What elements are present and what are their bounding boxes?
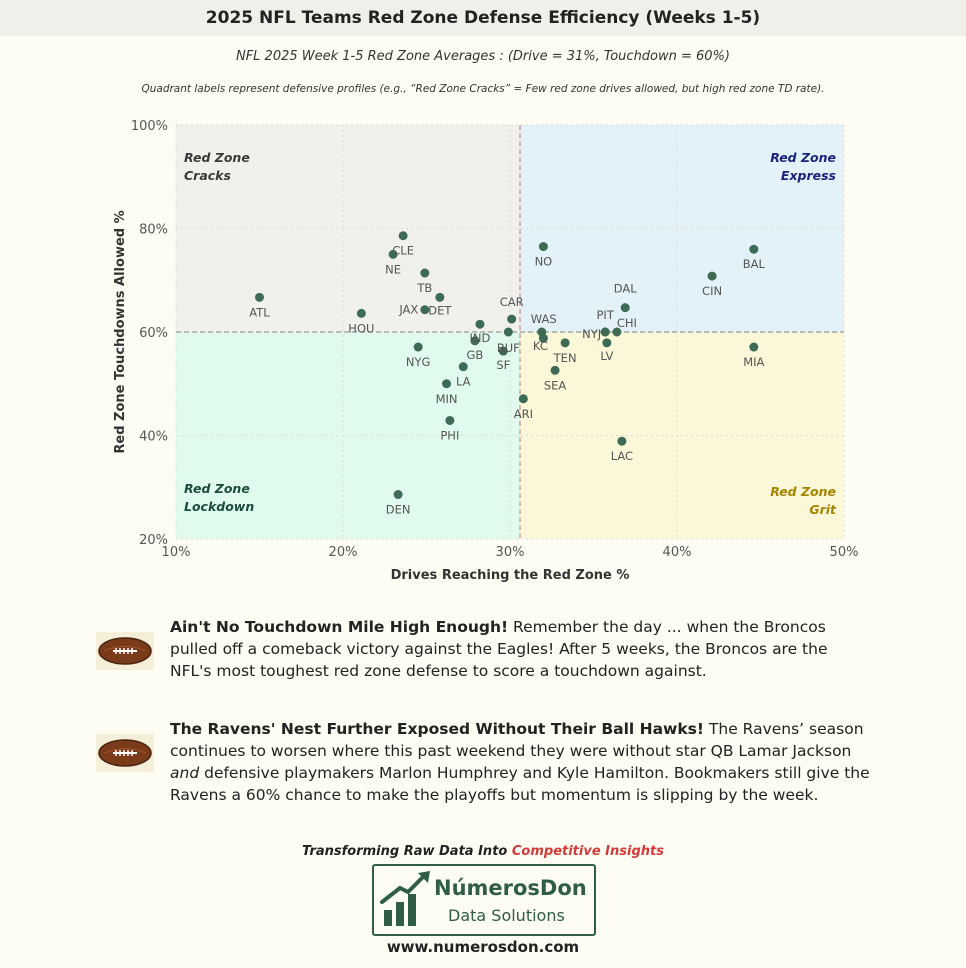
data-label-det: DET [428,303,452,318]
data-label-no: NO [534,254,553,269]
data-point-ind [475,320,484,329]
data-point-dal [621,303,630,312]
tagline-accent: Competitive Insights [511,844,664,859]
story-body: The Ravens’ season continues to worsen where this past weekend they were without star QB Lamar Jackson [170,720,864,760]
quadrant-label-bottom-left: Red Zone [184,481,250,496]
tagline [0,844,966,859]
data-label-pit: PIT [596,308,614,322]
data-label-lac: LAC [610,449,634,464]
story-text [170,616,870,682]
data-point-den [394,490,403,499]
quadrant-label-top-left: Red Zone [184,150,250,165]
data-label-jax: JAX [399,302,419,317]
data-point-cin [708,272,717,281]
data-label-was: WAS [530,312,557,326]
quadrant-label-top-right: Express [780,168,836,183]
data-label-car: CAR [499,295,524,310]
data-label-kc: KC [532,339,548,354]
chart-note: Quadrant labels represent defensive profiles (e.g., “Red Zone Cracks” = Few red zone drives allowed, but high red zone TD rate). [141,83,825,95]
quadrant-label-bottom-left: Lockdown [184,499,255,514]
data-label-dal: DAL [613,281,637,296]
data-point-min [442,379,451,388]
data-label-bal: BAL [742,257,765,272]
y-tick-label: 80% [139,222,168,238]
quadrant-label-bottom-right: Grit [809,502,836,517]
story-headline: Ain't No Touchdown Mile High Enough! [170,618,509,636]
story-body: Remember the day ... when the Broncos pulled off a comeback victory against the Eagles! After 5 weeks, the Broncos are the NFL's most toughest red zone defense to score a touchdown against. [170,618,828,680]
company-logo [372,864,596,936]
data-label-tb: TB [417,281,433,296]
data-label-sea: SEA [543,378,567,393]
story-emphasis: and [170,764,200,782]
quadrant-label-bottom-right: Red Zone [770,484,836,499]
x-tick-label: 50% [829,545,859,560]
data-point-sea [551,366,560,375]
data-label-gb: GB [466,347,484,362]
data-label-nyg: NYG [405,355,431,370]
data-label-la: LA [455,374,471,389]
data-label-min: MIN [435,391,458,406]
website-url: www.numerosdon.com [386,938,580,956]
quadrant-label-top-left: Cracks [184,168,231,183]
data-point-bal [749,245,758,254]
data-label-lv: LV [600,348,614,363]
data-label-ari: ARI [513,406,533,421]
chart-title: 2025 NFL Teams Red Zone Defense Efficiency (Weeks 1-5) [0,0,966,36]
data-label-ind: IND [469,331,491,346]
data-point-ari [519,394,528,403]
quadrant-label-top-right: Red Zone [770,150,836,165]
data-point-lv [602,338,611,347]
data-point-la [459,362,468,371]
data-label-nyj: NYJ [582,327,602,341]
data-point-lac [617,437,626,446]
data-point-atl [255,293,264,302]
y-tick-label: 60% [139,326,168,341]
data-point-det [435,293,444,302]
data-label-ne: NE [385,262,402,277]
story-headline: The Ravens' Nest Further Exposed Without Their Ball Hawks! [170,720,704,738]
y-axis-label: Red Zone Touchdowns Allowed % [113,210,128,454]
data-label-phi: PHI [440,428,460,443]
data-point-nyg [414,343,423,352]
logo-name: NúmerosDon [434,876,587,900]
bar-growth-icon [378,868,434,930]
x-tick-label: 20% [328,545,358,560]
x-axis-label: Drives Reaching the Red Zone % [390,568,630,583]
y-tick-label: 100% [130,119,168,134]
logo-subtitle: Data Solutions [448,906,565,925]
football-icon [96,632,154,670]
data-point-nyj [601,328,610,337]
x-tick-label: 10% [161,545,191,560]
data-label-mia: MIA [743,355,765,370]
data-label-den: DEN [385,502,411,517]
chart-subtitle: NFL 2025 Week 1-5 Red Zone Averages : (Drive = 31%, Touchdown = 60%) [235,49,731,64]
x-tick-label: 40% [662,545,692,560]
data-label-atl: ATL [249,305,270,320]
data-point-tb [420,269,429,278]
tagline-text: Transforming Raw Data Into [302,844,512,859]
data-point-phi [445,416,454,425]
x-tick-label: 30% [495,545,525,560]
data-point-hou [357,309,366,318]
data-label-chi: CHI [616,316,637,330]
data-label-sf: SF [496,358,511,373]
data-label-hou: HOU [348,321,375,336]
data-point-cle [399,231,408,240]
football-icon [96,734,154,772]
data-point-ten [561,338,570,347]
y-tick-label: 20% [139,533,168,548]
data-point-car [507,315,516,324]
data-point-buf [504,328,513,337]
data-label-buf: BUF [496,341,520,355]
data-point-mia [749,343,758,352]
data-label-cle: CLE [392,243,414,258]
story-body: defensive playmakers Marlon Humphrey and Kyle Hamilton. Bookmakers still give the Ravens a 60% chance to make the playoffs but momentum is slipping by the week. [170,764,870,804]
story-text [170,718,870,806]
scatter-chart [0,100,966,595]
data-label-ten: TEN [553,350,577,365]
data-label-cin: CIN [702,284,723,299]
y-tick-label: 40% [139,429,168,445]
data-point-no [539,242,548,251]
